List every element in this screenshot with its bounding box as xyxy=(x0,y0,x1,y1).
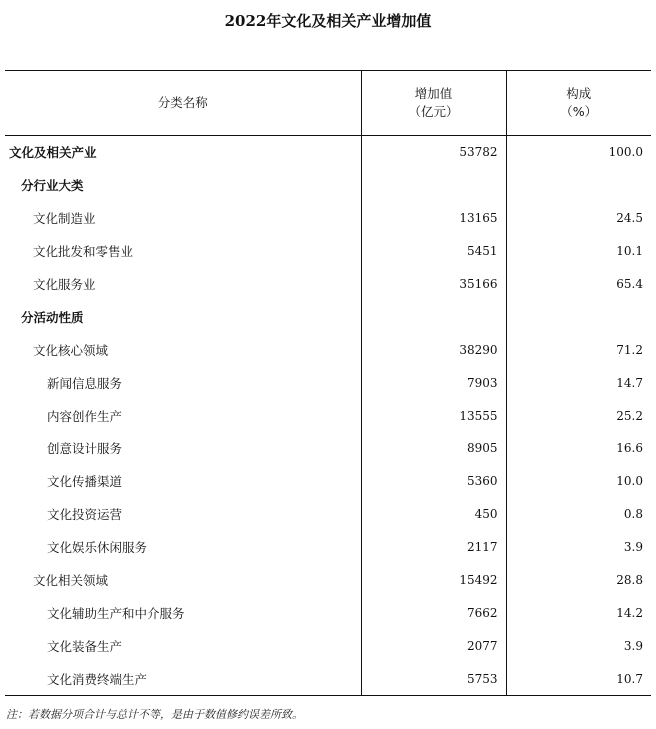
row-value: 38290 xyxy=(361,333,506,366)
row-share: 10.0 xyxy=(506,465,651,498)
row-share: 24.5 xyxy=(506,202,651,235)
row-category-name: 文化娱乐休闲服务 xyxy=(47,540,148,556)
row-share: 14.7 xyxy=(506,366,651,399)
row-category-name: 内容创作生产 xyxy=(47,408,123,424)
row-share xyxy=(506,169,651,202)
table-title: 2022年文化及相关产业增加值 xyxy=(224,12,432,30)
table-row xyxy=(5,465,651,498)
table-row xyxy=(5,662,651,695)
row-category-name: 新闻信息服务 xyxy=(47,375,123,391)
row-category-name: 文化辅助生产和中介服务 xyxy=(47,605,185,621)
row-value: 7903 xyxy=(361,366,506,399)
row-share: 25.2 xyxy=(506,399,651,432)
table-row xyxy=(5,564,651,597)
row-value: 5451 xyxy=(361,235,506,268)
row-value: 5753 xyxy=(361,662,506,695)
row-share: 100.0 xyxy=(506,136,651,169)
table-row xyxy=(5,366,651,399)
table-row xyxy=(5,333,651,366)
row-category-name: 创意设计服务 xyxy=(47,441,123,457)
row-category-name: 文化相关领域 xyxy=(33,573,109,589)
row-value xyxy=(361,169,506,202)
row-share: 3.9 xyxy=(506,531,651,564)
row-category-name: 文化投资运营 xyxy=(47,507,123,523)
row-value: 7662 xyxy=(361,596,506,629)
row-share: 71.2 xyxy=(506,333,651,366)
row-value xyxy=(361,300,506,333)
row-value: 5360 xyxy=(361,465,506,498)
footnote: 注：若数据分项合计与总计不等，是由于数值修约误差所致。 xyxy=(6,708,303,721)
header-share: 构成 （%） xyxy=(506,71,651,136)
row-share: 10.7 xyxy=(506,662,651,695)
row-category-name: 分行业大类 xyxy=(21,178,84,194)
row-share: 3.9 xyxy=(506,629,651,662)
row-share: 0.8 xyxy=(506,498,651,531)
row-value: 53782 xyxy=(361,136,506,169)
row-category-name: 文化传播渠道 xyxy=(47,474,123,490)
row-value: 13555 xyxy=(361,399,506,432)
row-category-name: 文化消费终端生产 xyxy=(5,662,361,695)
header-value: 增加值 （亿元） xyxy=(361,71,506,136)
row-category-name: 文化装备生产 xyxy=(47,638,123,654)
row-category-name: 文化批发和零售业 xyxy=(33,244,134,260)
table-row xyxy=(5,629,651,662)
table-row xyxy=(5,169,651,202)
table-row xyxy=(5,498,651,531)
row-share: 10.1 xyxy=(506,235,651,268)
table-row xyxy=(5,399,651,432)
row-category-name: 文化及相关产业 xyxy=(9,145,97,161)
value-added-table xyxy=(5,70,651,696)
row-value: 8905 xyxy=(361,432,506,465)
row-value: 35166 xyxy=(361,268,506,301)
row-value: 15492 xyxy=(361,564,506,597)
row-category-name: 分活动性质 xyxy=(21,309,84,325)
row-share: 14.2 xyxy=(506,596,651,629)
row-value: 2077 xyxy=(361,629,506,662)
header-category: 分类名称 xyxy=(5,71,361,136)
table-row xyxy=(5,432,651,465)
row-share xyxy=(506,300,651,333)
row-category-name: 文化服务业 xyxy=(33,277,96,292)
row-value: 2117 xyxy=(361,531,506,564)
header-row xyxy=(5,71,651,136)
table-row xyxy=(5,300,651,333)
row-category-name: 文化制造业 xyxy=(33,211,96,227)
table-row xyxy=(5,202,651,235)
row-category-name: 文化核心领域 xyxy=(33,342,109,358)
row-value: 13165 xyxy=(361,202,506,235)
row-value: 450 xyxy=(361,498,506,531)
table-row xyxy=(5,531,651,564)
table-row xyxy=(5,268,651,301)
row-share: 16.6 xyxy=(506,432,651,465)
row-share: 28.8 xyxy=(506,564,651,597)
table-row xyxy=(5,136,651,169)
table-row xyxy=(5,235,651,268)
row-share: 65.4 xyxy=(506,268,651,301)
table-row xyxy=(5,596,651,629)
